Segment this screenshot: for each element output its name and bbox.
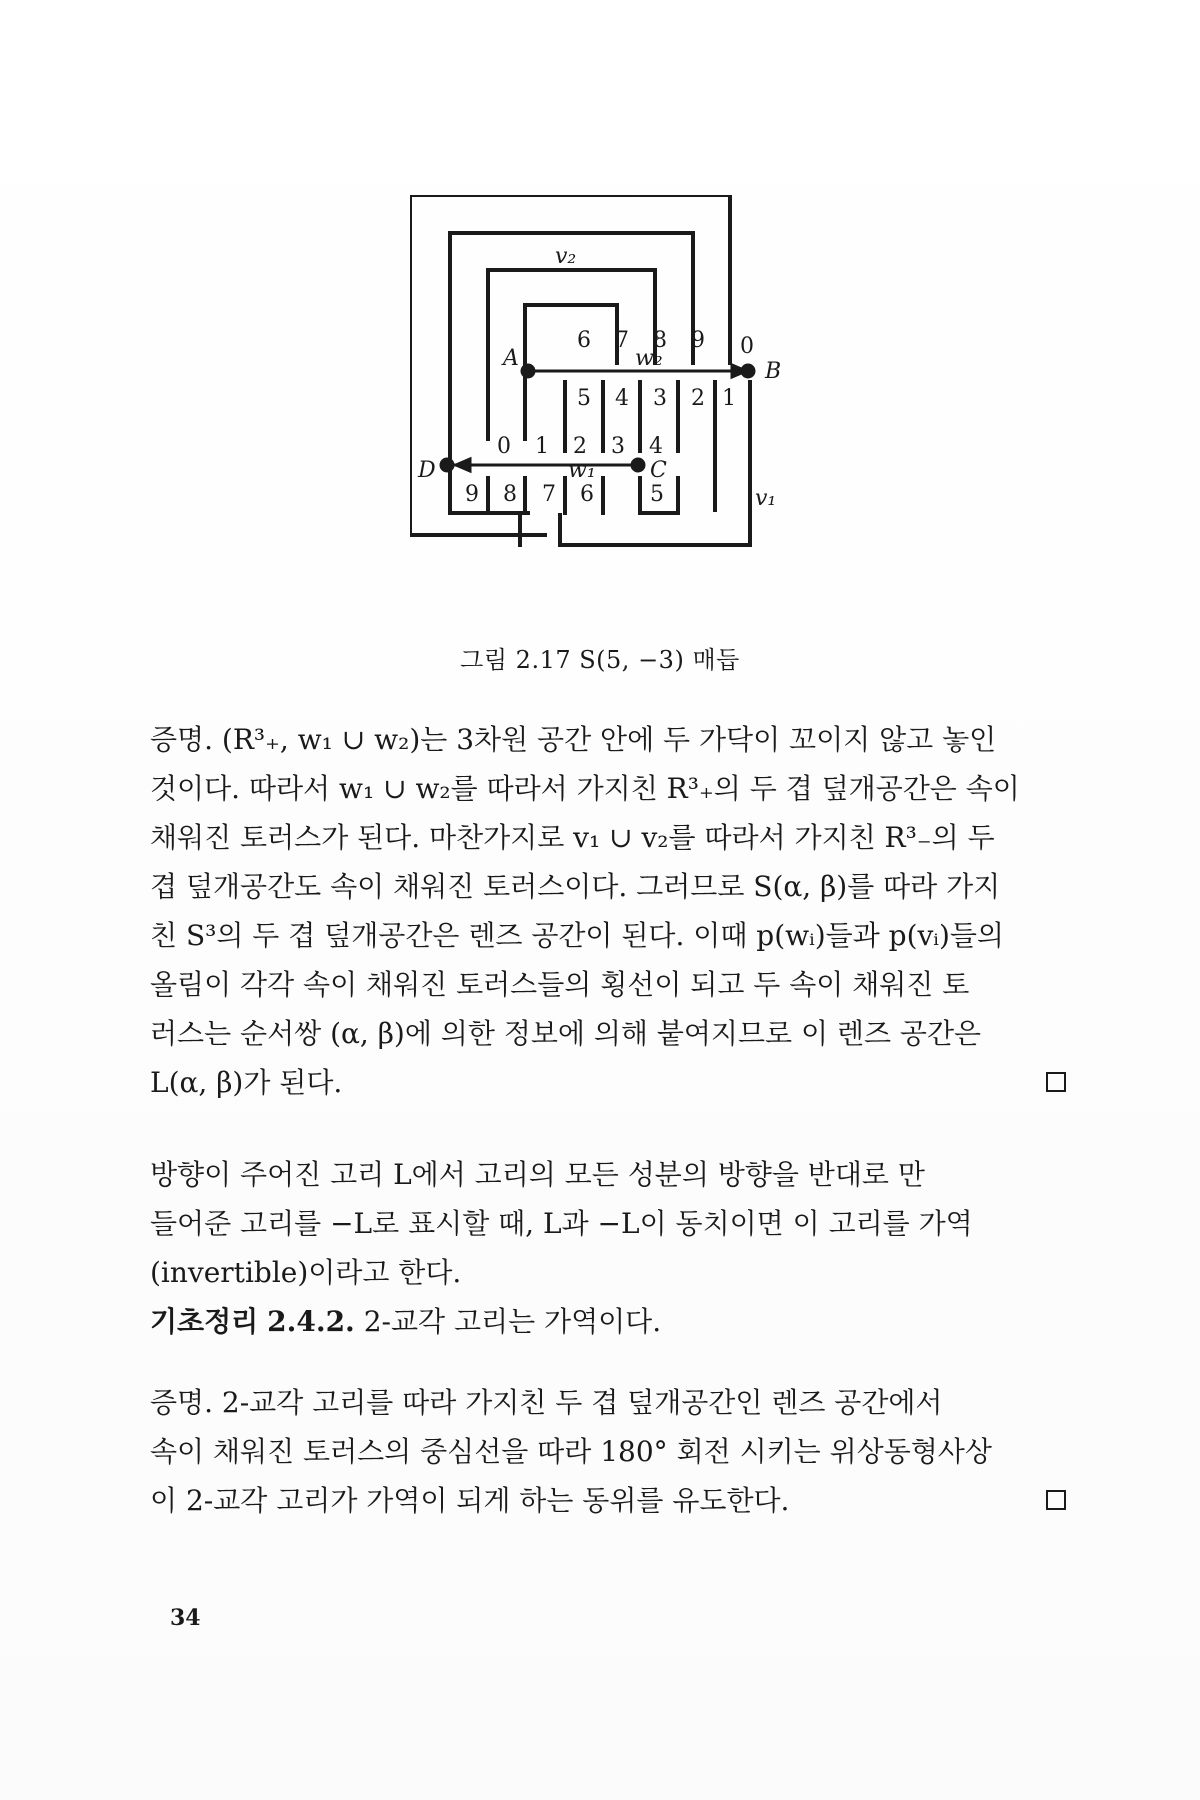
text-line: 증명. (R³₊, w₁ ∪ w₂)는 3차원 공간 안에 두 가닥이 꼬이지 않고 놓인	[150, 723, 997, 756]
num-um-2: 4	[615, 386, 629, 411]
diagram-labels	[417, 244, 781, 511]
num-bot-3: 7	[542, 482, 556, 507]
num-um-1: 5	[577, 386, 591, 411]
lemma-number: 2.4.2.	[267, 1305, 355, 1338]
point-b	[742, 365, 754, 377]
text-line-last	[150, 1058, 1070, 1107]
invertible-definition-paragraph	[150, 1150, 1070, 1297]
knot-figure	[410, 195, 830, 635]
page-number: 34	[170, 1605, 201, 1631]
s53-knot-diagram	[410, 195, 830, 635]
num-um-5: 1	[722, 386, 736, 411]
text-line: (invertible)이라고 한다.	[150, 1256, 462, 1289]
num-lm-2: 1	[535, 434, 549, 459]
text-line: 겹 덮개공간도 속이 채워진 토러스이다. 그러므로 S(α, β)를 따라 가지	[150, 870, 1001, 903]
text-line: 친 S³의 두 겹 덮개공간은 렌즈 공간이 된다. 이때 p(wᵢ)들과 p(vᵢ)들의	[150, 919, 1004, 952]
figure-caption: 그림 2.17 S(5, −3) 매듭	[460, 646, 740, 674]
proof-paragraph-2	[150, 1378, 1070, 1525]
text-span: L(α, β)가 된다.	[150, 1066, 343, 1099]
text-line: 속이 채워진 토러스의 중심선을 따라 180° 회전 시키는 위상동형사상	[150, 1435, 992, 1468]
qed-square-icon	[1046, 1490, 1066, 1510]
label-v2: v₂	[555, 244, 577, 269]
text-line-last	[150, 1476, 1070, 1525]
label-c: C	[650, 458, 667, 483]
label-w1: w₁	[568, 458, 596, 483]
num-top-2: 7	[615, 328, 629, 353]
num-top-5: 0	[740, 334, 754, 359]
num-lm-5: 4	[649, 434, 663, 459]
point-a	[522, 365, 534, 377]
num-bot-4: 6	[580, 482, 594, 507]
point-d	[441, 459, 453, 471]
lemma-statement	[150, 1298, 1070, 1346]
text-line: 러스는 순서쌍 (α, β)에 의한 정보에 의해 붙여지므로 이 렌즈 공간은	[150, 1017, 982, 1050]
text-span: 이 2-교각 고리가 가역이 되게 하는 동위를 유도한다.	[150, 1484, 790, 1517]
num-lm-1: 0	[497, 434, 511, 459]
num-top-3: 8	[653, 328, 667, 353]
num-bot-1: 9	[465, 482, 479, 507]
num-bot-5: 5	[650, 482, 664, 507]
label-w2: w₂	[635, 346, 663, 371]
text-line: 증명. 2-교각 고리를 따라 가지친 두 겹 덮개공간인 렌즈 공간에서	[150, 1386, 943, 1419]
text-line: 채워진 토러스가 된다. 마찬가지로 v₁ ∪ v₂를 따라서 가지친 R³₋의 두	[150, 821, 995, 854]
num-top-1: 6	[577, 328, 591, 353]
text-line: 들어준 고리를 −L로 표시할 때, L과 −L이 동치이면 이 고리를 가역	[150, 1207, 973, 1240]
lemma-line	[150, 1298, 1070, 1346]
label-v1: v₁	[755, 486, 777, 511]
num-lm-3: 2	[573, 434, 587, 459]
qed-square-icon	[1046, 1072, 1066, 1092]
text-line: 방향이 주어진 고리 L에서 고리의 모든 성분의 방향을 반대로 만	[150, 1158, 925, 1191]
num-um-4: 2	[691, 386, 705, 411]
label-a: A	[503, 346, 519, 371]
label-d: D	[418, 458, 436, 483]
num-bot-2: 8	[503, 482, 517, 507]
label-b: B	[765, 359, 782, 384]
arrow-w1	[456, 459, 470, 471]
num-top-4: 9	[691, 328, 705, 353]
text-line: 올림이 각각 속이 채워진 토러스들의 횡선이 되고 두 속이 채워진 토	[150, 968, 970, 1001]
point-c	[632, 459, 644, 471]
proof-paragraph-1	[150, 715, 1070, 1107]
num-um-3: 3	[653, 386, 667, 411]
text-line: 것이다. 따라서 w₁ ∪ w₂를 따라서 가지친 R³₊의 두 겹 덮개공간은 속이	[150, 772, 1020, 805]
num-lm-4: 3	[611, 434, 625, 459]
lemma-text: 2-교각 고리는 가역이다.	[363, 1305, 662, 1338]
lemma-label: 기초정리	[150, 1305, 259, 1338]
